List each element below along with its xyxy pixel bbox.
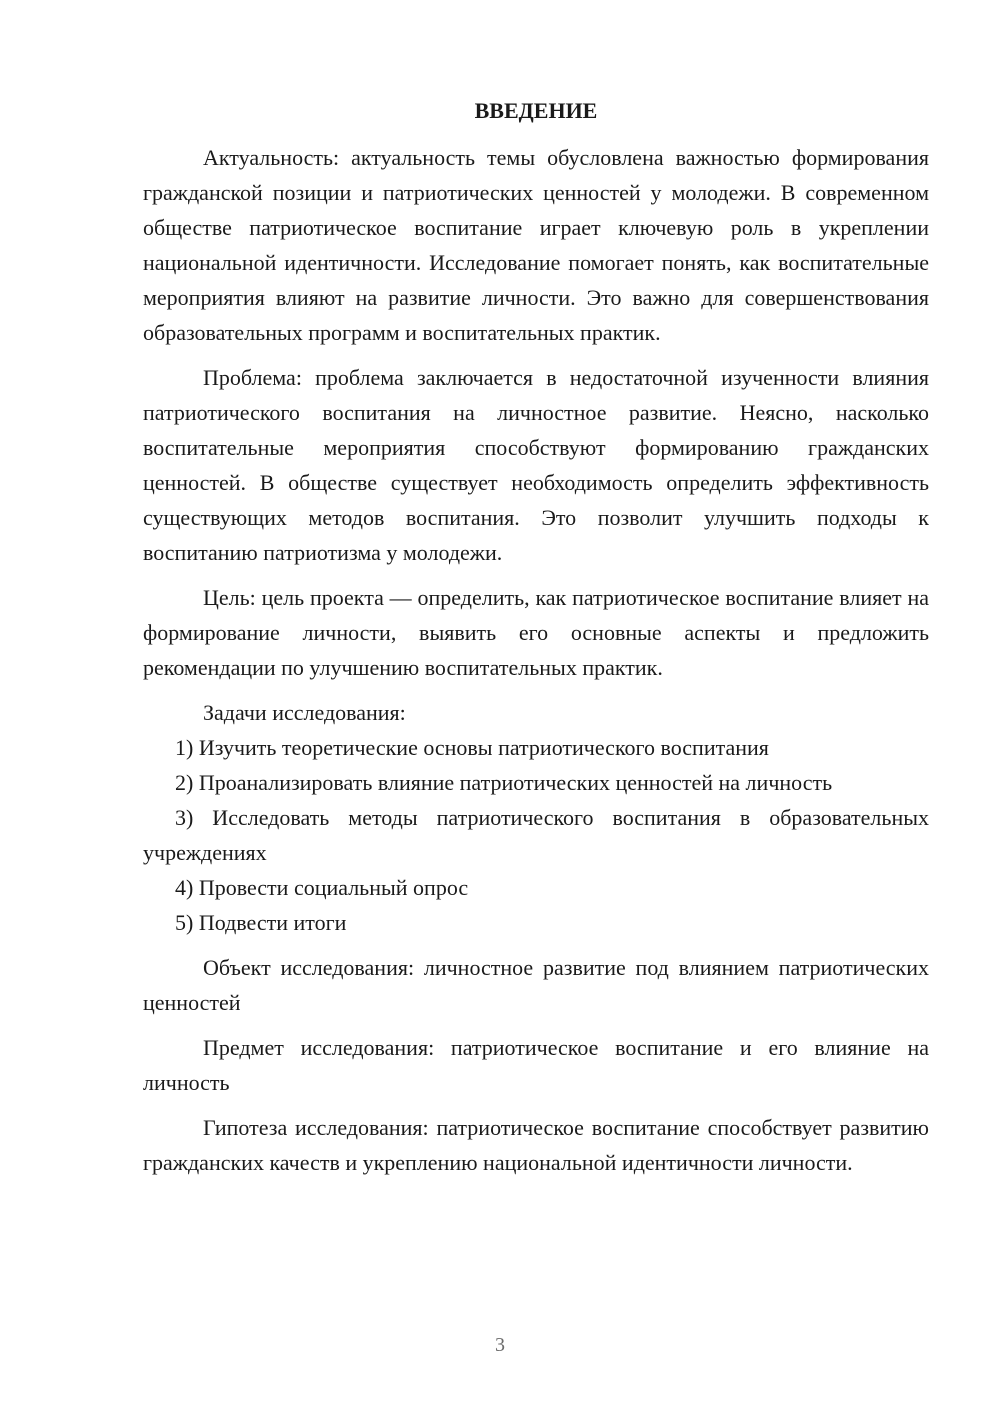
document-page xyxy=(143,93,929,1180)
list-item: 1) Изучить теоретические основы патриотического воспитания xyxy=(175,735,769,760)
list-item: 5) Подвести итоги xyxy=(175,910,347,935)
subject-paragraph: Предмет исследования: патриотическое воспитание и его влияние на личность xyxy=(143,1035,929,1095)
goal-paragraph: Цель: цель проекта — определить, как патриотическое воспитание влияет на формирование личности, выявить его основные аспекты и предложить рекомендации по улучшению воспитательных практик. xyxy=(143,585,929,680)
problem-paragraph: Проблема: проблема заключается в недостаточной изученности влияния патриотического воспитания на личностное развитие. Неясно, насколько воспитательные мероприятия способствуют формированию гражданских ценностей. В обществе существует необходимость определить эффективность существующих методов воспитания. Это позволит улучшить подходы к воспитанию патриотизма у молодежи. xyxy=(143,365,929,565)
object-paragraph: Объект исследования: личностное развитие под влиянием патриотических ценностей xyxy=(143,955,929,1015)
tasks-list xyxy=(143,730,929,940)
relevance-paragraph: Актуальность: актуальность темы обусловлена важностью формирования гражданской позиции и патриотических ценностей у молодежи. В современном обществе патриотическое воспитание играет ключевую роль в укреплении национальной идентичности. Исследование помогает понять, как воспитательные мероприятия влияют на развитие личности. Это важно для совершенствования образовательных программ и воспитательных практик. xyxy=(143,145,929,345)
list-item: 3) Исследовать методы патриотического воспитания в образовательных учреждениях xyxy=(143,805,929,865)
tasks-heading: Задачи исследования: xyxy=(203,700,406,725)
page-title: ВВЕДЕНИЕ xyxy=(474,98,598,123)
list-item: 2) Проанализировать влияние патриотических ценностей на личность xyxy=(175,770,833,795)
hypothesis-paragraph: Гипотеза исследования: патриотическое воспитание способствует развитию гражданских качеств и укреплению национальной идентичности личности. xyxy=(143,1115,929,1175)
list-item: 4) Провести социальный опрос xyxy=(175,875,469,900)
page-number: 3 xyxy=(495,1334,505,1356)
